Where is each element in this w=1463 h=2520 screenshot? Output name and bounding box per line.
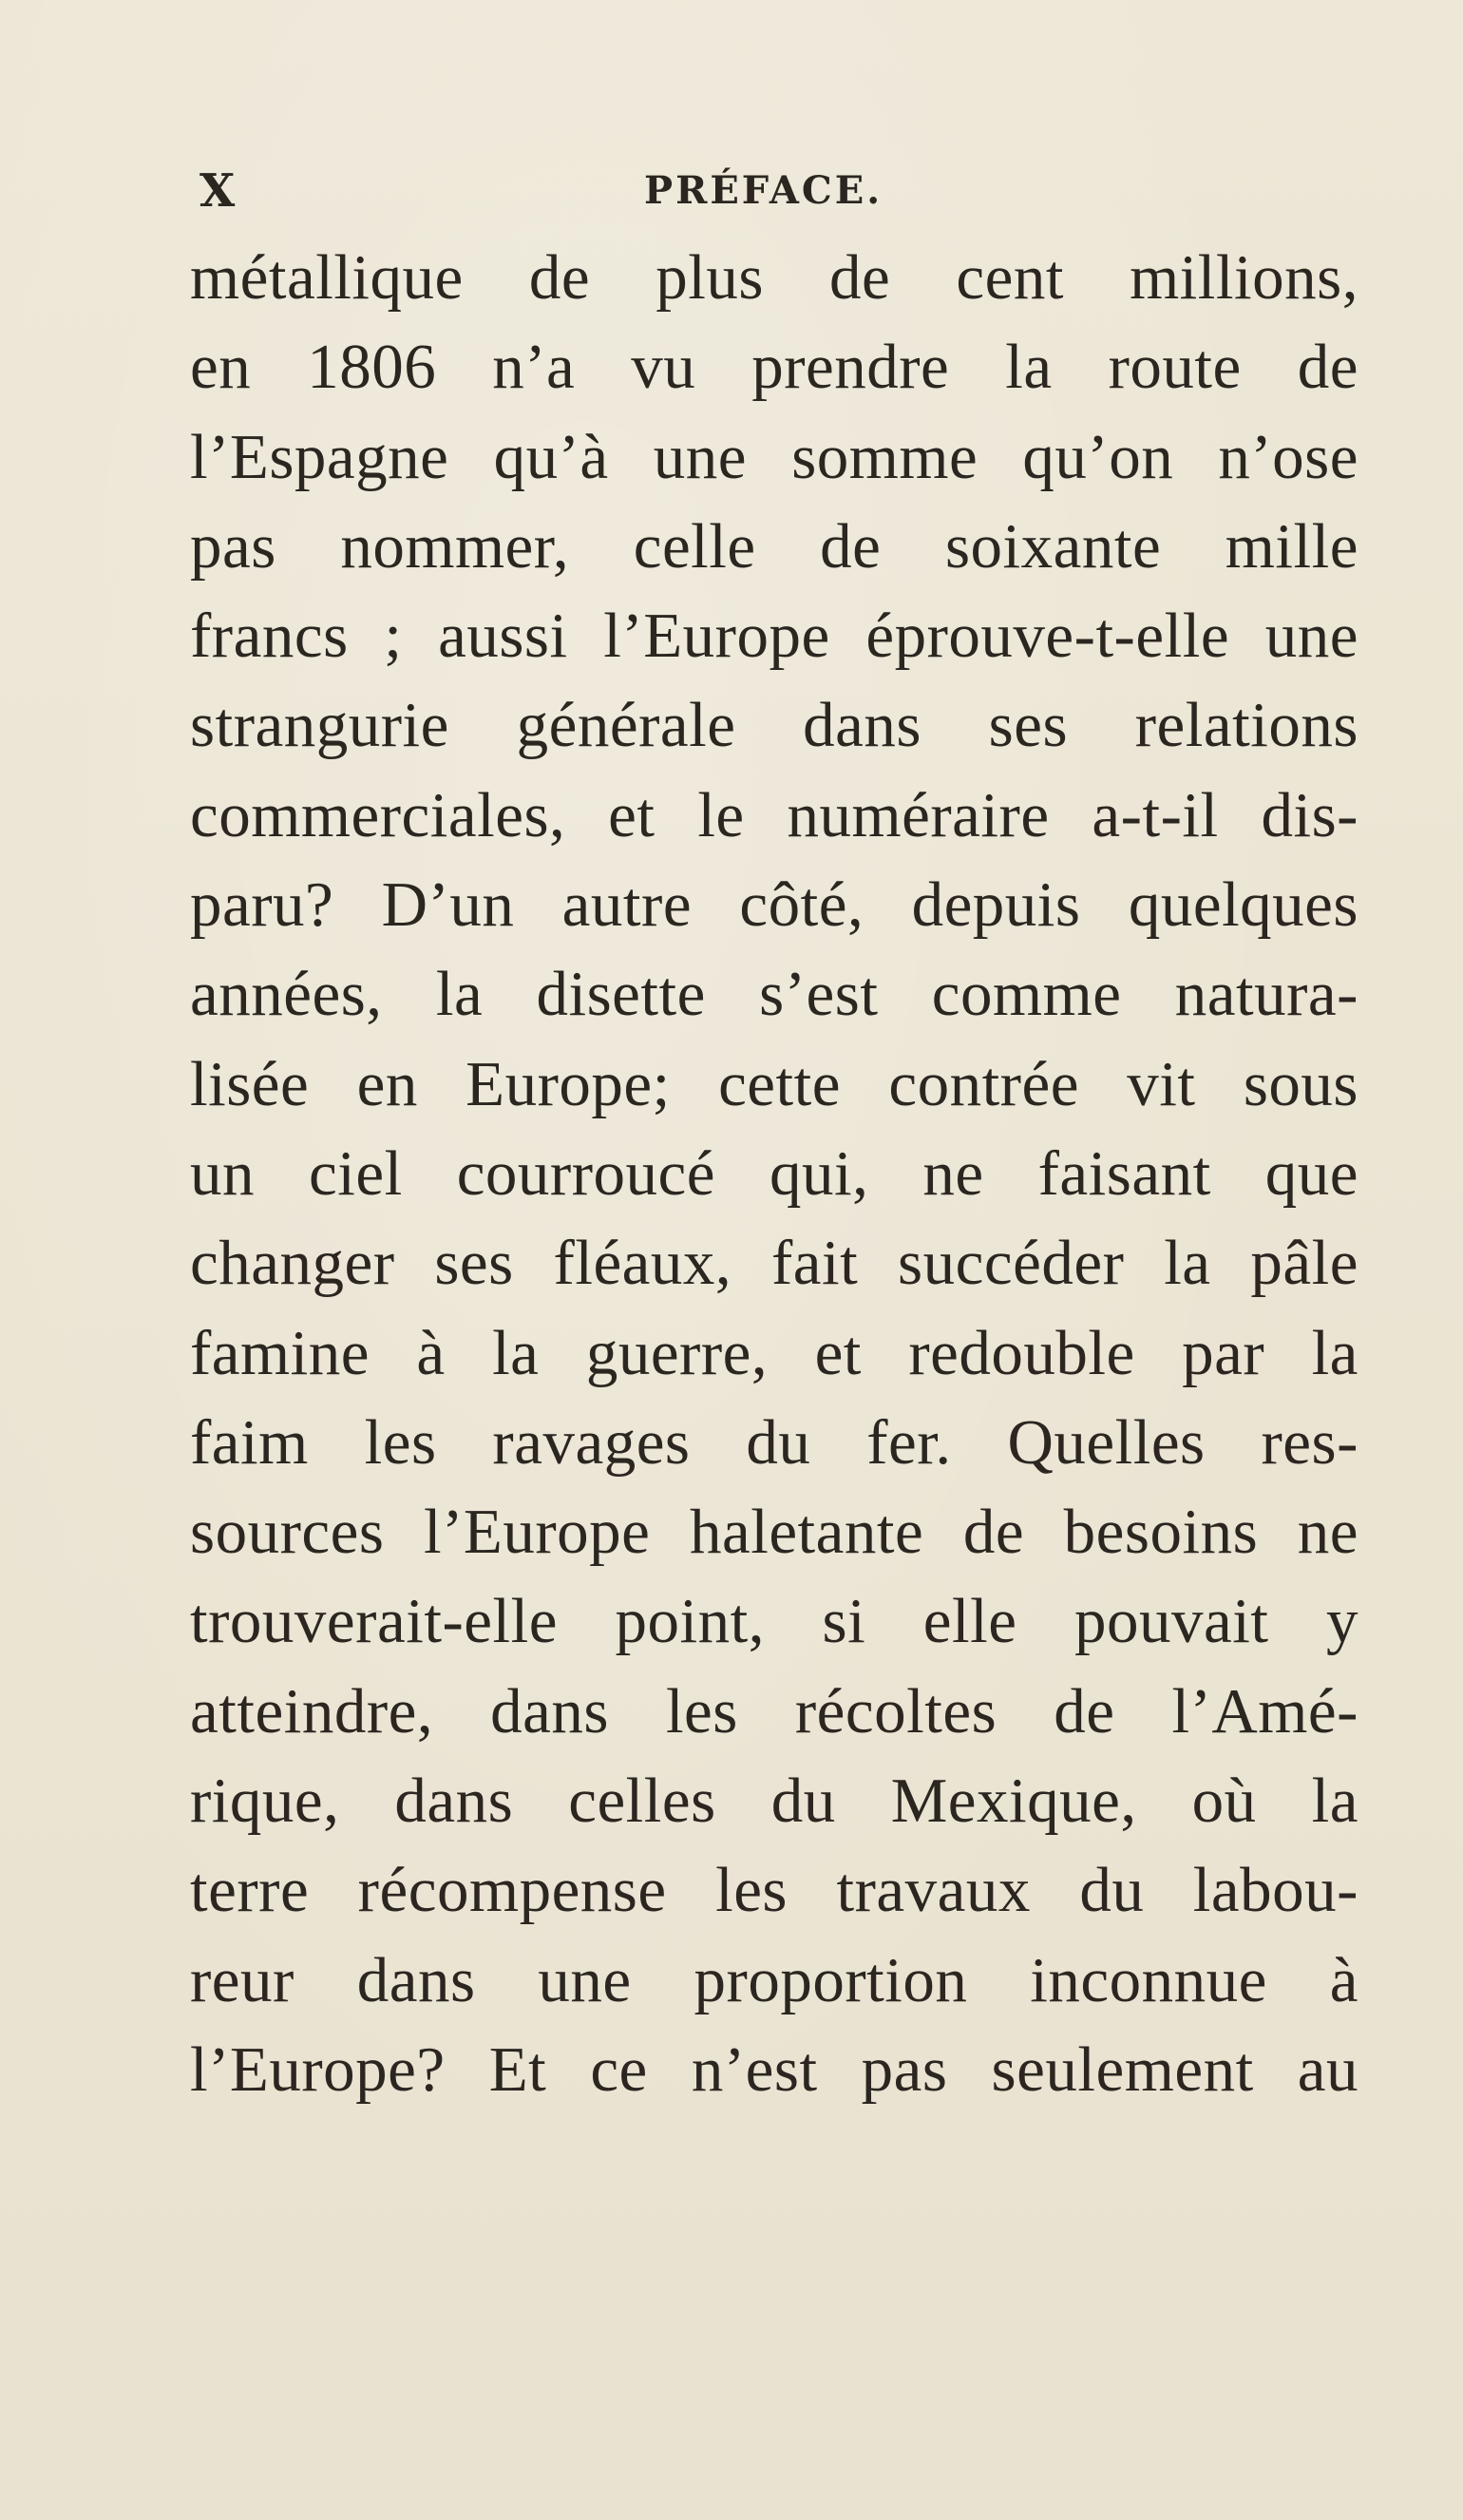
word: récompense [357, 1855, 667, 1926]
word: un [190, 1137, 255, 1209]
word: nommer, [340, 510, 570, 582]
word: ses [988, 690, 1069, 761]
word: disette [536, 959, 706, 1030]
word: de [1297, 332, 1358, 403]
word: pas [190, 510, 276, 582]
word: l’Europe? [190, 2033, 446, 2105]
text-line [190, 1308, 1358, 1398]
word: ne [1297, 1497, 1358, 1568]
word: somme [791, 421, 978, 492]
word: cent [956, 242, 1064, 313]
word: celles [568, 1766, 716, 1837]
text-line [190, 1845, 1358, 1935]
word: redouble [908, 1317, 1135, 1388]
word: au [1297, 2033, 1358, 2105]
word: courroucé [456, 1137, 716, 1209]
word: et [814, 1317, 862, 1388]
word: prendre [751, 332, 950, 403]
word: ses [434, 1228, 514, 1299]
word: de [962, 1497, 1025, 1568]
word: Quelles [1007, 1406, 1206, 1478]
word: où [1191, 1766, 1257, 1837]
word: inconnue [1030, 1944, 1267, 2015]
word: terre [190, 1855, 310, 1926]
word: de [829, 242, 891, 313]
word: de [1054, 1675, 1115, 1747]
word: la [1311, 1766, 1358, 1837]
word: métallique [190, 242, 464, 313]
word: besoins [1063, 1497, 1259, 1568]
word: cette [718, 1048, 842, 1119]
word: côté, [739, 869, 864, 941]
text-line [190, 2025, 1358, 2114]
word: sources [190, 1497, 385, 1568]
word: dis- [1261, 779, 1358, 850]
word: contrée [888, 1048, 1079, 1119]
word: la [1164, 1228, 1211, 1299]
word: D’un [381, 869, 515, 941]
word: dans [356, 1944, 476, 2015]
word: ne [922, 1137, 984, 1209]
word: trouverait-elle [190, 1586, 558, 1657]
word: la [1311, 1317, 1358, 1388]
text-line [190, 1756, 1358, 1845]
word: générale [516, 690, 736, 761]
word: dans [490, 1675, 609, 1747]
word: seulement [991, 2033, 1254, 2105]
word: autre [561, 869, 693, 941]
word: vu [631, 332, 696, 403]
word: famine [190, 1317, 370, 1388]
word: la [1005, 332, 1053, 403]
word: pas [861, 2033, 948, 2105]
word: quelques [1128, 869, 1358, 941]
word: de [528, 242, 591, 313]
text-line [190, 412, 1358, 502]
text-line [190, 1040, 1358, 1129]
word: fait [770, 1228, 859, 1299]
word: relations [1134, 690, 1358, 761]
word: mille [1225, 510, 1358, 582]
text-line [190, 949, 1358, 1039]
word: comme [931, 959, 1122, 1030]
word: pouvait [1074, 1586, 1269, 1657]
word: travaux [836, 1855, 1031, 1926]
word: n’ose [1218, 421, 1358, 492]
word: sous [1243, 1048, 1358, 1119]
word: numéraire [787, 779, 1050, 850]
word: la [435, 959, 484, 1030]
word: s’est [759, 959, 879, 1030]
word: qu’à [493, 421, 609, 492]
word: fer. [866, 1406, 952, 1478]
word: guerre, [585, 1317, 769, 1388]
text-line [190, 771, 1358, 860]
text-line [190, 680, 1358, 770]
word: strangurie [190, 690, 449, 761]
word: Et [488, 2033, 547, 2105]
word: y [1326, 1586, 1358, 1657]
text-line [190, 1667, 1358, 1756]
word: du [1079, 1855, 1145, 1926]
word: en [356, 1048, 418, 1119]
running-head [180, 157, 1358, 223]
word: éprouve-t-elle [865, 601, 1230, 672]
text-line [190, 1576, 1358, 1666]
text-line [190, 502, 1358, 591]
word: récoltes [794, 1675, 998, 1747]
word: res- [1261, 1406, 1358, 1478]
word: rique, [190, 1766, 340, 1837]
page-number: X [200, 164, 238, 218]
word: reur [190, 1944, 294, 2015]
word: paru? [190, 869, 334, 941]
text-line [190, 591, 1358, 680]
word: proportion [694, 1944, 968, 2015]
word: faisant [1037, 1137, 1211, 1209]
word: années, [190, 959, 383, 1030]
word: une [1264, 601, 1358, 672]
word: fléaux, [553, 1228, 732, 1299]
word: ciel [308, 1137, 403, 1209]
word: lisée [190, 1048, 310, 1119]
word: et [608, 779, 656, 850]
word: à [416, 1317, 446, 1388]
text-line [190, 860, 1358, 949]
word: n’a [492, 332, 576, 403]
word: la [492, 1317, 540, 1388]
word: plus [656, 242, 764, 313]
word: haletante [689, 1497, 924, 1568]
word: n’est [691, 2033, 818, 2105]
text-line [190, 1487, 1358, 1576]
word: natura- [1174, 959, 1358, 1030]
word: aussi [438, 601, 568, 672]
word: de [820, 510, 882, 582]
word: pâle [1250, 1228, 1358, 1299]
word: commerciales, [190, 779, 566, 850]
word: les [364, 1406, 437, 1478]
body-text [190, 233, 1358, 2114]
word: Mexique, [890, 1766, 1137, 1837]
word: celle [633, 510, 756, 582]
text-line [190, 1218, 1358, 1308]
word: ravages [492, 1406, 691, 1478]
word: faim [190, 1406, 309, 1478]
word: qui, [770, 1137, 869, 1209]
word: du [770, 1766, 836, 1837]
word: 1806 [307, 332, 437, 403]
word: en [190, 332, 252, 403]
word: vit [1127, 1048, 1196, 1119]
word: millions, [1130, 242, 1358, 313]
word: ce [590, 2033, 648, 2105]
text-line [190, 233, 1358, 322]
word: par [1182, 1317, 1265, 1388]
text-line [190, 1936, 1358, 2025]
word: l’Espagne [190, 421, 449, 492]
word: labou- [1192, 1855, 1358, 1926]
word: soixante [944, 510, 1162, 582]
word: les [715, 1855, 788, 1926]
word: à [1329, 1944, 1358, 2015]
word: francs [190, 601, 349, 672]
word: changer [190, 1228, 395, 1299]
word: une [538, 1944, 632, 2015]
word: l’Europe [603, 601, 830, 672]
word: l’Europe [424, 1497, 651, 1568]
word: point, [615, 1586, 765, 1657]
word: dans [394, 1766, 514, 1837]
word: une [653, 421, 748, 492]
word: le [697, 779, 745, 850]
word: qu’on [1022, 421, 1174, 492]
word: si [822, 1586, 866, 1657]
word: l’Amé- [1171, 1675, 1358, 1747]
word: route [1108, 332, 1242, 403]
text-line [190, 1398, 1358, 1487]
word: les [665, 1675, 738, 1747]
word: atteindre, [190, 1675, 434, 1747]
word: a-t-il [1092, 779, 1219, 850]
word: succéder [898, 1228, 1125, 1299]
word: ; [384, 601, 403, 672]
word: que [1264, 1137, 1358, 1209]
word: du [746, 1406, 811, 1478]
word: Europe; [466, 1048, 671, 1119]
text-line [190, 322, 1358, 411]
text-line [190, 1129, 1358, 1218]
word: elle [922, 1586, 1017, 1657]
word: depuis [911, 869, 1081, 941]
word: dans [803, 690, 922, 761]
running-title: PRÉFACE. [644, 168, 884, 213]
